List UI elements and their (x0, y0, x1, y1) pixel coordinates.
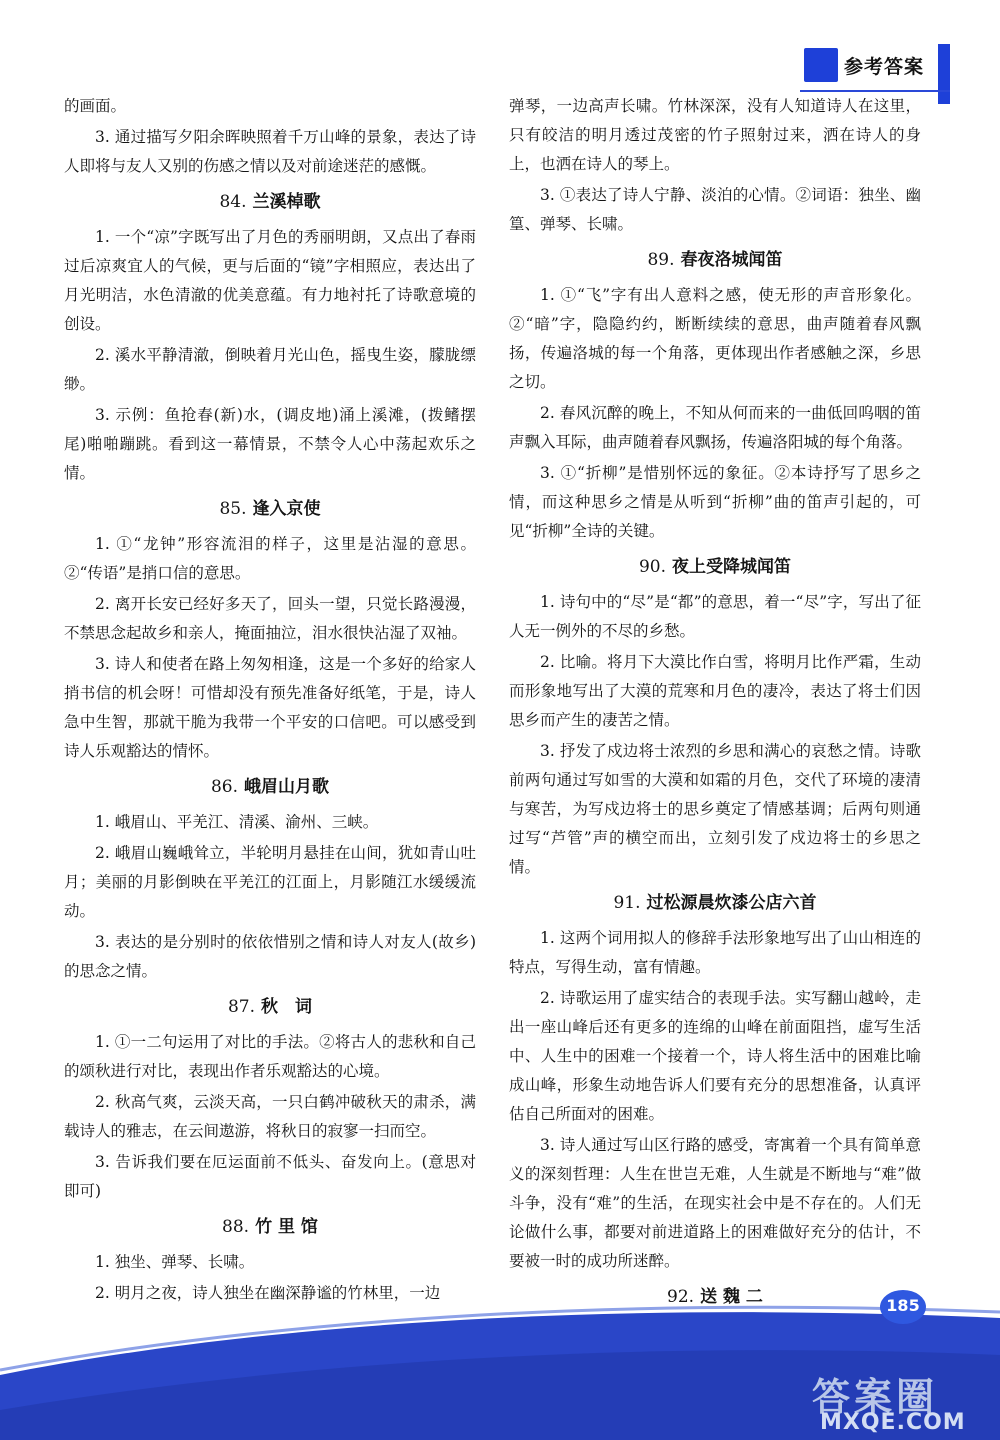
answer-paragraph: 2. 诗歌运用了虚实结合的表现手法。实写翻山越岭，走出一座山峰后还有更多的连绵的山峰在前面阻挡，虚写生活中、人生中的困难一个接着一个，诗人将生活中的困难比喻成山峰，形象生动地告诉人们要有充分的思想准备，认真评估自己所面对的困难。 (509, 989, 921, 1123)
answer-paragraph: 3. ①“折柳”是惜别怀远的象征。②本诗抒写了思乡之情，而这种思乡之情是从听到“折柳”曲的笛声引起的，可见“折柳”全诗的关键。 (509, 464, 921, 540)
section-title-text: 逢入京使 (252, 499, 321, 519)
answer-paragraph: 3. 诗人和使者在路上匆匆相逢，这是一个多好的给家人捎书信的机会呀！可惜却没有预先准备好纸笔，于是，诗人急中生智，那就干脆为我带一个平安的口信吧。可以感受到诗人乐观豁达的情怀。 (64, 655, 476, 760)
section-title (64, 992, 476, 1022)
answer-paragraph: 2. 离开长安已经好多天了，回头一望，只觉长路漫漫，不禁思念起故乡和亲人，掩面抽泣，泪水很快沾湿了双袖。 (64, 595, 476, 642)
section-title (64, 772, 476, 802)
section-title (509, 888, 921, 918)
section-title-text: 送 魏 二 (700, 1287, 763, 1307)
watermark-url: MXQE.COM (820, 1410, 966, 1435)
watermark-logo: 答案圈 (812, 1375, 939, 1419)
answer-paragraph: 2. 比喻。将月下大漠比作白雪，将明月比作严霜，生动而形象地写出了大漠的荒寒和月色的凄冷，表达了将士们因思乡而产生的凄苦之情。 (509, 653, 921, 729)
page-header (800, 40, 1000, 100)
answer-paragraph: 3. 抒发了戍边将士浓烈的乡思和满心的哀愁之情。诗歌前两句通过写如雪的大漠和如霜的月色，交代了环境的凄清与寒苦，为写戍边将士的思乡奠定了情感基调；后两句则通过写“芦管”声的横空而出，立刻引发了戍边将士的乡思之情。 (509, 742, 921, 876)
header-title: 参考答案 (844, 56, 925, 78)
answer-paragraph: 3. ①表达了诗人宁静、淡泊的心情。②词语：独坐、幽篁、弹琴、长啸。 (509, 186, 921, 233)
section-number: 89. (647, 250, 675, 270)
watermark (812, 1366, 992, 1436)
section-title (509, 245, 921, 275)
header-blue-bar (938, 44, 950, 104)
answer-paragraph: 1. 峨眉山、平羌江、清溪、渝州、三峡。 (95, 813, 379, 831)
section-number: 84. (219, 192, 247, 212)
answer-paragraph: 1. ①“飞”字有出人意料之感，使无形的声音形象化。②“暗”字，隐隐约约，断断续续的意思，曲声随着春风飘扬，传遍洛城的每一个角落，更体现出作者感触之深，乡思之切。 (509, 286, 921, 391)
answer-paragraph: 3. 表达的是分别时的依依惜别之情和诗人对友人(故乡)的思念之情。 (64, 933, 476, 980)
section-number: 86. (210, 777, 239, 797)
answer-paragraph: 3. 示例：鱼抢春(新)水，(调皮地)涌上溪滩，(拨鳍摆尾)啪啪蹦跳。看到这一幕情景，不禁令人心中荡起欢乐之情。 (64, 406, 476, 482)
answer-paragraph: 1. ①“龙钟”形容流泪的样子，这里是沾湿的意思。②“传语”是捎口信的意思。 (64, 535, 476, 582)
section-title (64, 1212, 476, 1242)
section-number: 92. (667, 1287, 695, 1307)
section-title-text: 竹 里 馆 (255, 1217, 318, 1237)
section-number: 85. (219, 499, 247, 519)
answer-paragraph: 2. 溪水平静清澈，倒映着月光山色，摇曳生姿，朦胧缥缈。 (64, 346, 476, 393)
section-title (64, 494, 476, 524)
header-blue-square (804, 48, 838, 82)
section-number: 90. (638, 557, 667, 577)
answer-paragraph: 1. ①一二句运用了对比的手法。②将古人的悲秋和自己的颂秋进行对比，表现出作者乐观豁达的心境。 (64, 1033, 476, 1080)
section-title-text: 春夜洛城闻笛 (680, 250, 783, 270)
answer-paragraph: 2. 峨眉山巍峨耸立，半轮明月悬挂在山间，犹如青山吐月；美丽的月影倒映在平羌江的江面上，月影随江水缓缓流动。 (64, 844, 476, 920)
section-title (509, 552, 921, 582)
answer-paragraph: 1. 一个“凉”字既写出了月色的秀丽明朗，又点出了春雨过后凉爽宜人的气候，更与后面的“镜”字相照应，表达出了月光明洁，水色清澈的优美意蕴。有力地衬托了诗歌意境的创设。 (64, 228, 476, 333)
page-number-badge (880, 1290, 926, 1328)
section-number: 87. (227, 997, 256, 1017)
answer-paragraph: 1. 独坐、弹琴、长啸。 (95, 1253, 255, 1271)
answer-paragraph: 弹琴，一边高声长啸。竹林深深，没有人知道诗人在这里，只有皎洁的明月透过茂密的竹子照射过来，洒在诗人的身上，也洒在诗人的琴上。 (509, 97, 921, 173)
section-title-text: 秋 词 (261, 997, 313, 1017)
answer-paragraph: 1. 这两个词用拟人的修辞手法形象地写出了山山相连的特点，写得生动，富有情趣。 (509, 929, 921, 976)
answer-paragraph: 2. 秋高气爽，云淡天高，一只白鹤冲破秋天的肃杀，满载诗人的雅志，在云间遨游，将秋日的寂寥一扫而空。 (64, 1093, 476, 1140)
answer-paragraph: 2. 明月之夜，诗人独坐在幽深静谧的竹林里，一边 (95, 1284, 441, 1302)
section-number: 91. (613, 893, 641, 913)
answer-paragraph: 1. 诗句中的“尽”是“都”的意思，着一“尽”字，写出了征人无一例外的不尽的乡愁。 (509, 593, 921, 640)
answer-paragraph: 3. 通过描写夕阳余晖映照着千万山峰的景象，表达了诗人即将与友人又别的伤感之情以及对前途迷茫的感慨。 (64, 128, 476, 175)
answer-paragraph: 2. 春风沉醉的晚上，不知从何而来的一曲低回呜咽的笛声飘入耳际，曲声随着春风飘扬，传遍洛阳城的每个角落。 (509, 404, 921, 451)
right-column (509, 92, 921, 1349)
section-title-text: 峨眉山月歌 (244, 777, 330, 797)
section-number: 88. (222, 1217, 250, 1237)
section-title-text: 兰溪棹歌 (252, 192, 321, 212)
left-column (64, 92, 476, 1310)
section-title (64, 187, 476, 217)
answer-paragraph: 的画面。 (64, 97, 127, 115)
answer-paragraph: 3. 诗人通过写山区行路的感受，寄寓着一个具有简单意义的深刻哲理：人生在世岂无难，人生就是不断地与“难”做斗争，没有“难”的生活，在现实社会中是不存在的。人们无论做什么事，都要对前进道路上的困难做好充分的估计，不要被一时的成功所迷醉。 (509, 1136, 921, 1270)
section-title-text: 过松源晨炊漆公店六首 (646, 893, 817, 913)
answer-paragraph: 3. 告诉我们要在厄运面前不低头、奋发向上。(意思对即可) (64, 1153, 476, 1200)
page-number: 185 (886, 1296, 920, 1315)
section-title-text: 夜上受降城闻笛 (672, 557, 792, 577)
